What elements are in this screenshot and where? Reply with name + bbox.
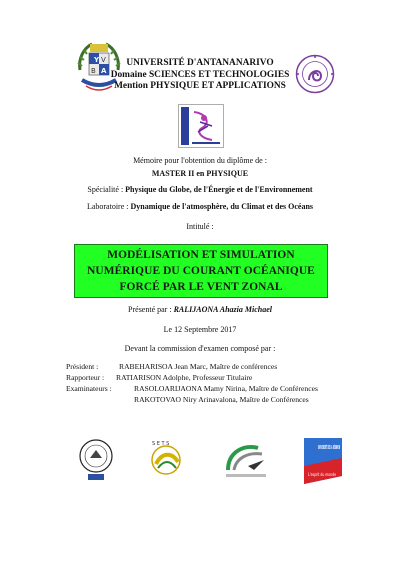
thesis-title-line-1: MODÉLISATION ET SIMULATION (107, 249, 295, 261)
laboratory-logo (178, 104, 224, 148)
thesis-title-box (74, 244, 328, 298)
sets-logo-text: S E T S (152, 441, 170, 447)
university-domain: Domaine SCIENCES ET TECHNOLOGIES (110, 69, 290, 80)
jury-role: Président : (66, 362, 99, 371)
laboratory-line (0, 202, 400, 211)
university-mention: Mention PHYSIQUE ET APPLICATIONS (114, 81, 286, 91)
thesis-intro: Mémoire pour l'obtention du diplôme de : (133, 156, 267, 165)
presented-by-label: Présenté par : (128, 305, 174, 314)
jury-member: RAKOTOVAO Niry Arinavalona, Maître de Conférences (134, 395, 309, 404)
specialty-line (0, 185, 400, 194)
svg-text:B: B (91, 67, 96, 75)
author-name: RALIJAONA Ahazia Michael (173, 305, 272, 314)
svg-text:V: V (101, 56, 106, 64)
laboratory-label: Laboratoire : (86, 202, 131, 211)
thesis-title-line-2: NUMÉRIQUE DU COURANT OCÉANIQUE (87, 265, 315, 277)
intitule-label: Intitulé : (186, 222, 214, 231)
university-name: UNIVERSITÉ D'ANTANANARIVO (126, 58, 274, 68)
jury-role: Examinateurs : (66, 384, 112, 393)
faculty-seal-logo (295, 54, 335, 94)
svg-text:A: A (101, 67, 107, 75)
department-seal-logo (78, 436, 114, 482)
sets-logo (148, 438, 184, 478)
jury-member: RABEHARISOA Jean Marc, Maître de conférences (119, 362, 278, 371)
degree-title: MASTER II en PHYSIQUE (151, 169, 249, 178)
committee-intro: Devant la commission d'examen composé par : (124, 344, 276, 353)
specialty-label: Spécialité : (87, 185, 126, 194)
institute-logo (222, 440, 270, 480)
presented-by-line (0, 305, 400, 314)
svg-text:Y: Y (94, 56, 100, 64)
jury-member: RASOLOARIJAONA Mamy Nirina, Maître de Conférences (134, 384, 318, 393)
universite-de-la-reunion-logo (300, 436, 398, 486)
reunion-logo-tagline: L'esprit du monde (308, 472, 337, 477)
jury-role: Rapporteur : (66, 373, 105, 382)
defense-date: Le 12 Septembre 2017 (163, 325, 237, 334)
laboratory-value: Dynamique de l'atmosphère, du Climat et des Océans (130, 202, 314, 211)
jury-member: RATIARISON Adolphe, Professeur Titulaire (116, 373, 253, 382)
university-header (0, 58, 400, 93)
reunion-logo-text: UNIVERSITÉ DE LA RÉUNION (318, 445, 398, 451)
thesis-title-line-3: FORCÉ PAR LE VENT ZONAL (119, 281, 283, 293)
specialty-value: Physique du Globe, de l'Énergie et de l'Environnement (125, 185, 313, 194)
